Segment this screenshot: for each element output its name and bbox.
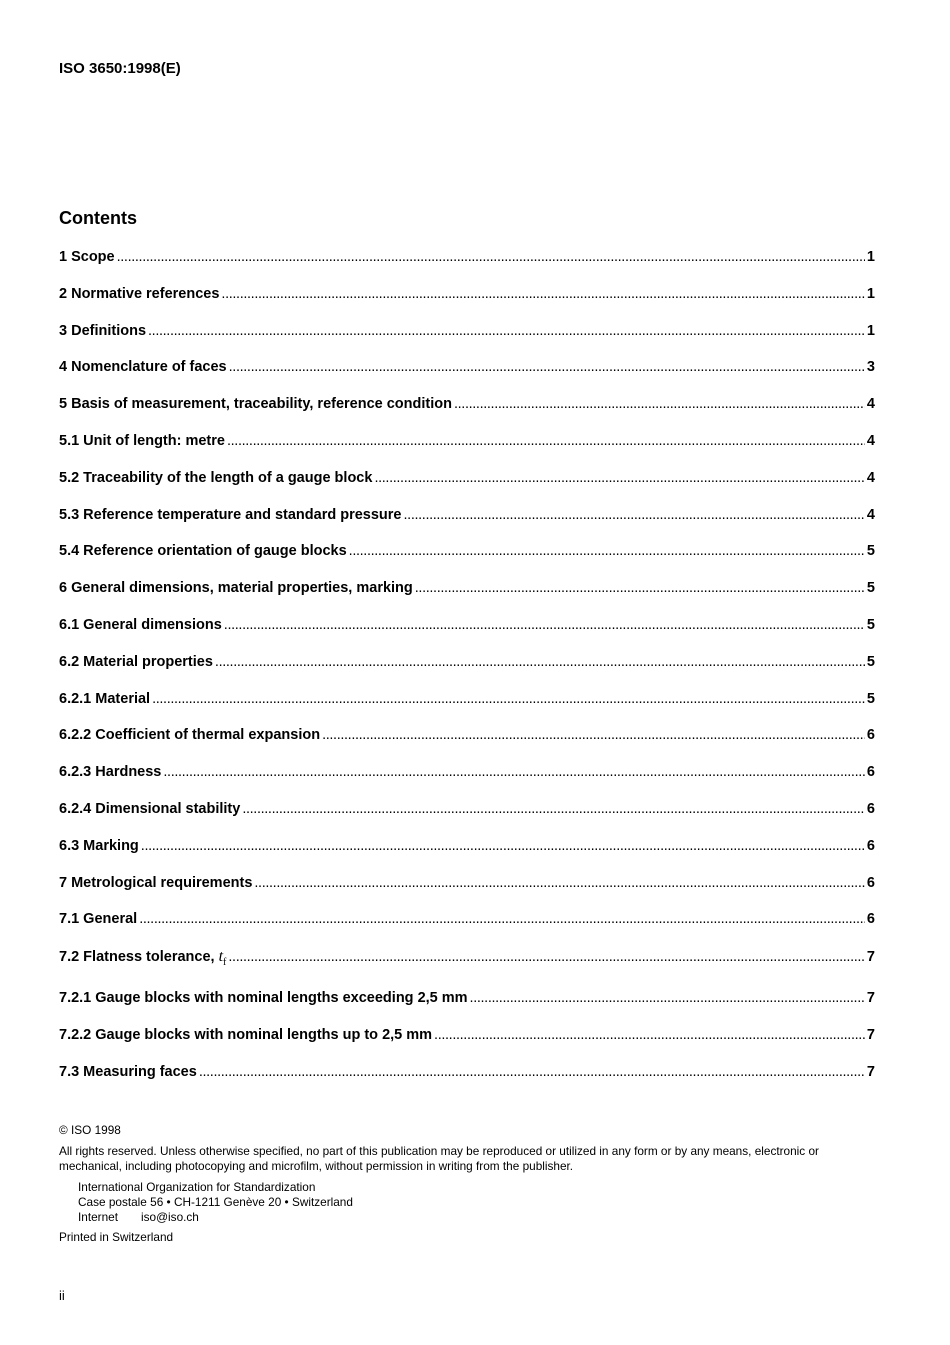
toc-dot-leader — [434, 1027, 865, 1043]
toc-dot-leader — [415, 580, 865, 596]
toc-dot-leader — [139, 911, 865, 927]
toc-dot-leader — [254, 875, 865, 891]
rights-statement: All rights reserved. Unless otherwise specified, no part of this publication may be reproduced or utilized in any form or by any means, electronic or mechanical, including photocopying and microfilm, without permission in writing from the publisher. — [59, 1144, 819, 1173]
toc-dot-leader — [141, 838, 865, 854]
toc-page-number: 6 — [866, 874, 875, 891]
toc-entry-title: 6.3 Marking — [59, 837, 139, 854]
toc-entry-title: 4 Nomenclature of faces — [59, 359, 227, 376]
toc-page-number: 1 — [866, 322, 875, 339]
toc-dot-leader — [470, 990, 865, 1006]
toc-dot-leader — [404, 507, 865, 523]
toc-page-number: 7 — [866, 1063, 875, 1080]
toc-page-number: 4 — [866, 432, 875, 449]
toc-entry[interactable] — [59, 1027, 875, 1064]
toc-entry[interactable] — [59, 801, 875, 838]
copyright-block — [59, 1123, 875, 1245]
toc-entry[interactable] — [59, 990, 875, 1027]
toc-dot-leader — [322, 727, 865, 743]
toc-entry[interactable] — [59, 396, 875, 433]
toc-page-number: 7 — [866, 1026, 875, 1043]
toc-entry-title: 6.2 Material properties — [59, 653, 213, 670]
toc-entry-title: 5.3 Reference temperature and standard pressure — [59, 506, 402, 523]
toc-entry[interactable] — [59, 654, 875, 691]
toc-dot-leader — [229, 359, 865, 375]
toc-entry[interactable] — [59, 433, 875, 470]
toc-entry-title: 6.2.2 Coefficient of thermal expansion — [59, 727, 321, 744]
toc-page-number: 4 — [866, 506, 875, 523]
toc-entry-title: 1 Scope — [59, 249, 115, 265]
toc-page-number: 5 — [866, 690, 875, 707]
toc-page-number: 6 — [866, 800, 875, 817]
table-of-contents — [59, 249, 875, 1101]
toc-entry[interactable] — [59, 764, 875, 801]
toc-page-number: 4 — [866, 396, 875, 413]
toc-entry-title — [59, 948, 226, 968]
toc-entry-title: 6.1 General dimensions — [59, 616, 222, 633]
toc-page-number: 1 — [866, 285, 875, 302]
contents-heading: Contents — [59, 208, 137, 228]
toc-entry-title: 5 Basis of measurement, traceability, reference condition — [59, 396, 452, 413]
toc-dot-leader — [117, 249, 865, 265]
toc-dot-leader — [349, 543, 865, 559]
toc-page-number: 6 — [866, 837, 875, 854]
toc-page-number: 6 — [866, 764, 875, 781]
toc-dot-leader — [227, 433, 865, 449]
toc-entry-title: 6.2.1 Material — [59, 690, 151, 707]
toc-entry[interactable] — [59, 286, 875, 323]
toc-entry-title: 5.1 Unit of length: metre — [59, 432, 225, 449]
toc-dot-leader — [374, 470, 864, 486]
toc-entry[interactable] — [59, 838, 875, 875]
toc-page-number: 7 — [866, 949, 875, 966]
toc-entry[interactable] — [59, 875, 875, 912]
toc-dot-leader — [228, 949, 865, 965]
toc-entry[interactable] — [59, 249, 875, 286]
toc-entry-title: 6.2.4 Dimensional stability — [59, 800, 241, 817]
toc-dot-leader — [148, 323, 865, 339]
toc-entry[interactable] — [59, 507, 875, 544]
toc-entry[interactable] — [59, 543, 875, 580]
email-link[interactable]: iso@iso.ch — [141, 1210, 199, 1224]
toc-page-number: 6 — [866, 911, 875, 928]
toc-page-number: 6 — [866, 727, 875, 744]
toc-entry[interactable] — [59, 617, 875, 654]
toc-page-number: 5 — [866, 653, 875, 670]
flatness-symbol: t — [218, 948, 224, 966]
toc-entry[interactable] — [59, 470, 875, 507]
organization-name: International Organization for Standardization — [78, 1180, 316, 1194]
toc-entry-title: 7.2.2 Gauge blocks with nominal lengths up to 2,5 mm — [59, 1026, 433, 1043]
toc-entry[interactable] — [59, 948, 875, 990]
internet-line — [78, 1210, 875, 1225]
toc-entry-title: 7.1 General — [59, 911, 138, 928]
publisher-address — [59, 1180, 875, 1225]
toc-page-number: 1 — [866, 249, 875, 265]
postal-address: Case postale 56 • CH-1211 Genève 20 • Switzerland — [78, 1195, 353, 1209]
toc-dot-leader — [199, 1064, 865, 1080]
toc-page-number: 5 — [866, 616, 875, 633]
toc-entry-text: 7.2 Flatness tolerance, — [59, 949, 215, 966]
toc-entry[interactable] — [59, 727, 875, 764]
toc-dot-leader — [224, 617, 865, 633]
toc-entry-title: 2 Normative references — [59, 285, 220, 302]
toc-entry-title: 3 Definitions — [59, 322, 147, 339]
printed-in: Printed in Switzerland — [59, 1230, 174, 1244]
page-number: ii — [59, 1288, 65, 1303]
toc-entry[interactable] — [59, 323, 875, 360]
toc-entry-title: 7 Metrological requirements — [59, 874, 253, 891]
toc-entry[interactable] — [59, 911, 875, 948]
toc-entry-title: 6 General dimensions, material properties, marking — [59, 580, 413, 597]
toc-dot-leader — [242, 801, 865, 817]
toc-dot-leader — [152, 691, 865, 707]
toc-entry-title: 5.2 Traceability of the length of a gauge block — [59, 469, 373, 486]
toc-dot-leader — [163, 764, 865, 780]
toc-page-number: 3 — [866, 359, 875, 376]
document-id: ISO 3650:1998(E) — [59, 60, 181, 77]
toc-entry[interactable] — [59, 580, 875, 617]
toc-page-number: 7 — [866, 990, 875, 1007]
toc-dot-leader — [454, 396, 865, 412]
toc-entry[interactable] — [59, 359, 875, 396]
toc-entry-title: 7.3 Measuring faces — [59, 1063, 197, 1080]
toc-page-number: 5 — [866, 580, 875, 597]
toc-dot-leader — [221, 286, 865, 302]
toc-page-number: 5 — [866, 543, 875, 560]
toc-entry-title: 6.2.3 Hardness — [59, 764, 162, 781]
internet-label: Internet — [78, 1210, 119, 1224]
toc-entry-title: 7.2.1 Gauge blocks with nominal lengths exceeding 2,5 mm — [59, 990, 468, 1007]
toc-entry[interactable] — [59, 1064, 875, 1101]
toc-entry-title: 5.4 Reference orientation of gauge blocks — [59, 543, 347, 560]
toc-page-number: 4 — [866, 469, 875, 486]
flatness-subscript: f — [223, 957, 227, 969]
toc-entry[interactable] — [59, 691, 875, 728]
toc-dot-leader — [215, 654, 865, 670]
copyright-line: © ISO 1998 — [59, 1123, 121, 1137]
